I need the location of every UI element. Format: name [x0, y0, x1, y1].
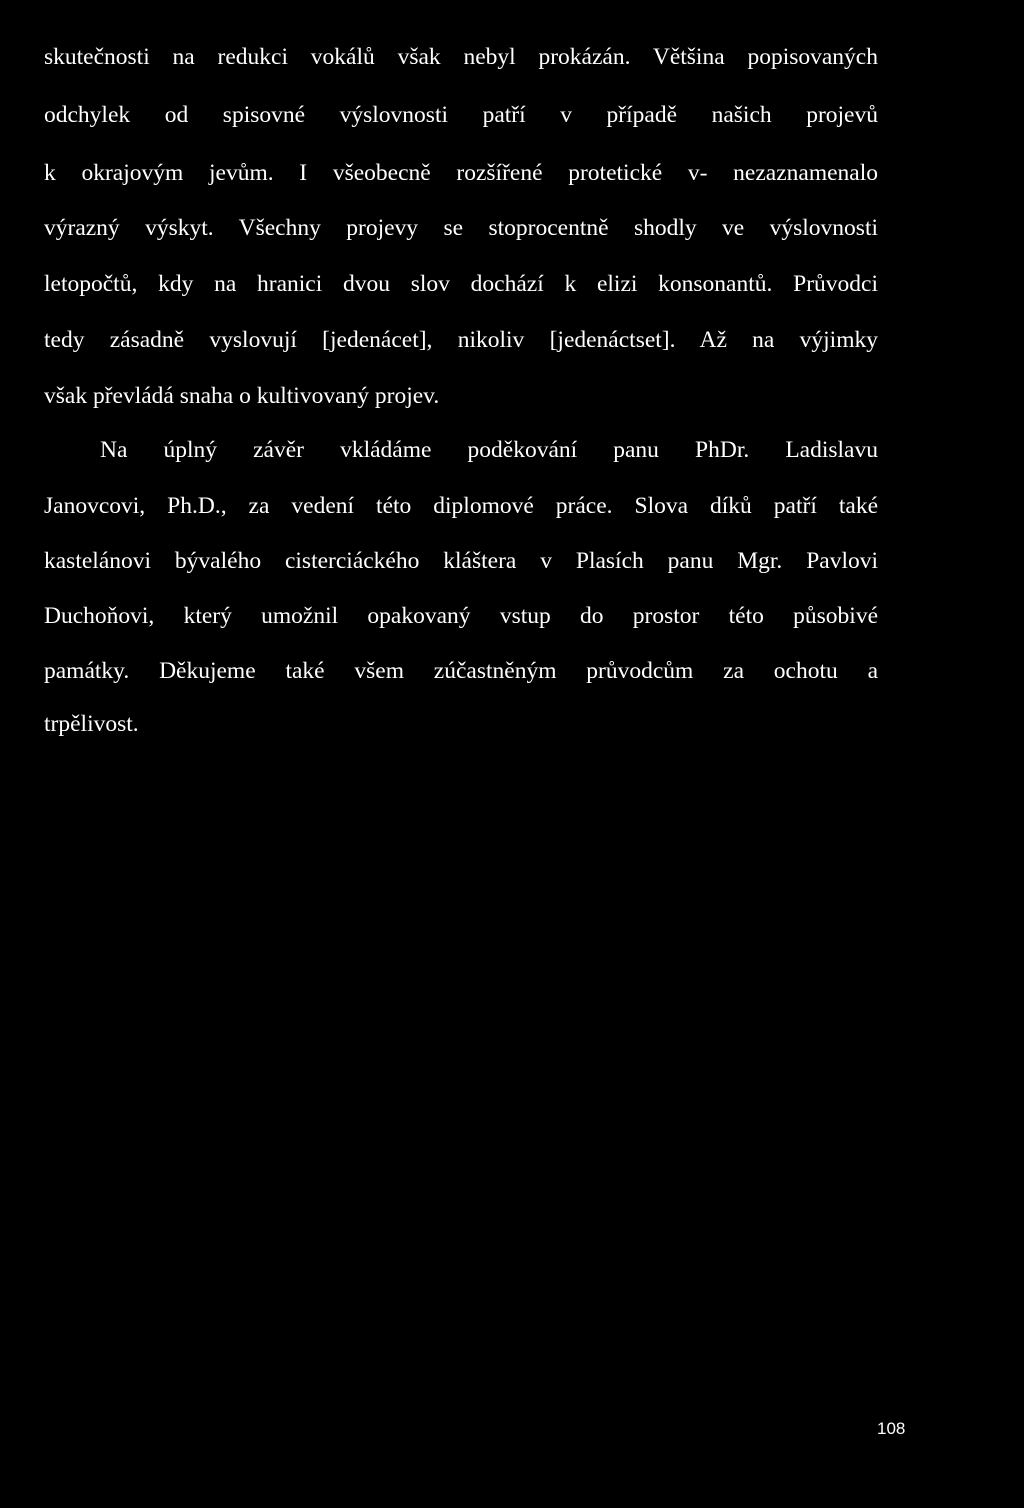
- paragraph-2-line-1: Na úplný závěr vkládáme poděkování panu PhDr. Ladislavu: [100, 437, 878, 463]
- paragraph-1-line-4: výrazný výskyt. Všechny projevy se stoprocentně shodly ve výslovnosti: [44, 215, 878, 241]
- paragraph-2-line-4: Duchoňovi, který umožnil opakovaný vstup do prostor této působivé: [44, 603, 878, 629]
- paragraph-1-line-1: skutečnosti na redukci vokálů však nebyl prokázán. Většina popisovaných: [44, 44, 878, 70]
- paragraph-2-line-6: trpělivost.: [44, 711, 139, 737]
- paragraph-1-line-2: odchylek od spisovné výslovnosti patří v případě našich projevů: [44, 102, 878, 128]
- paragraph-2-line-2: Janovcovi, Ph.D., za vedení této diplomové práce. Slova díků patří také: [44, 493, 878, 519]
- paragraph-1-line-6: tedy zásadně vyslovují [jedenácet], nikoliv [jedenáctset]. Až na výjimky: [44, 327, 878, 353]
- paragraph-1-line-5: letopočtů, kdy na hranici dvou slov dochází k elizi konsonantů. Průvodci: [44, 271, 878, 297]
- paragraph-2-line-5: památky. Děkujeme také všem zúčastněným průvodcům za ochotu a: [44, 658, 878, 684]
- page-number: 108: [877, 1419, 906, 1438]
- paragraph-1-line-7: však převládá snaha o kultivovaný projev.: [44, 383, 440, 409]
- paragraph-2-line-3: kastelánovi bývalého cisterciáckého kláštera v Plasích panu Mgr. Pavlovi: [44, 548, 878, 574]
- paragraph-1-line-3: k okrajovým jevům. I všeobecně rozšířené protetické v- nezaznamenalo: [44, 160, 878, 186]
